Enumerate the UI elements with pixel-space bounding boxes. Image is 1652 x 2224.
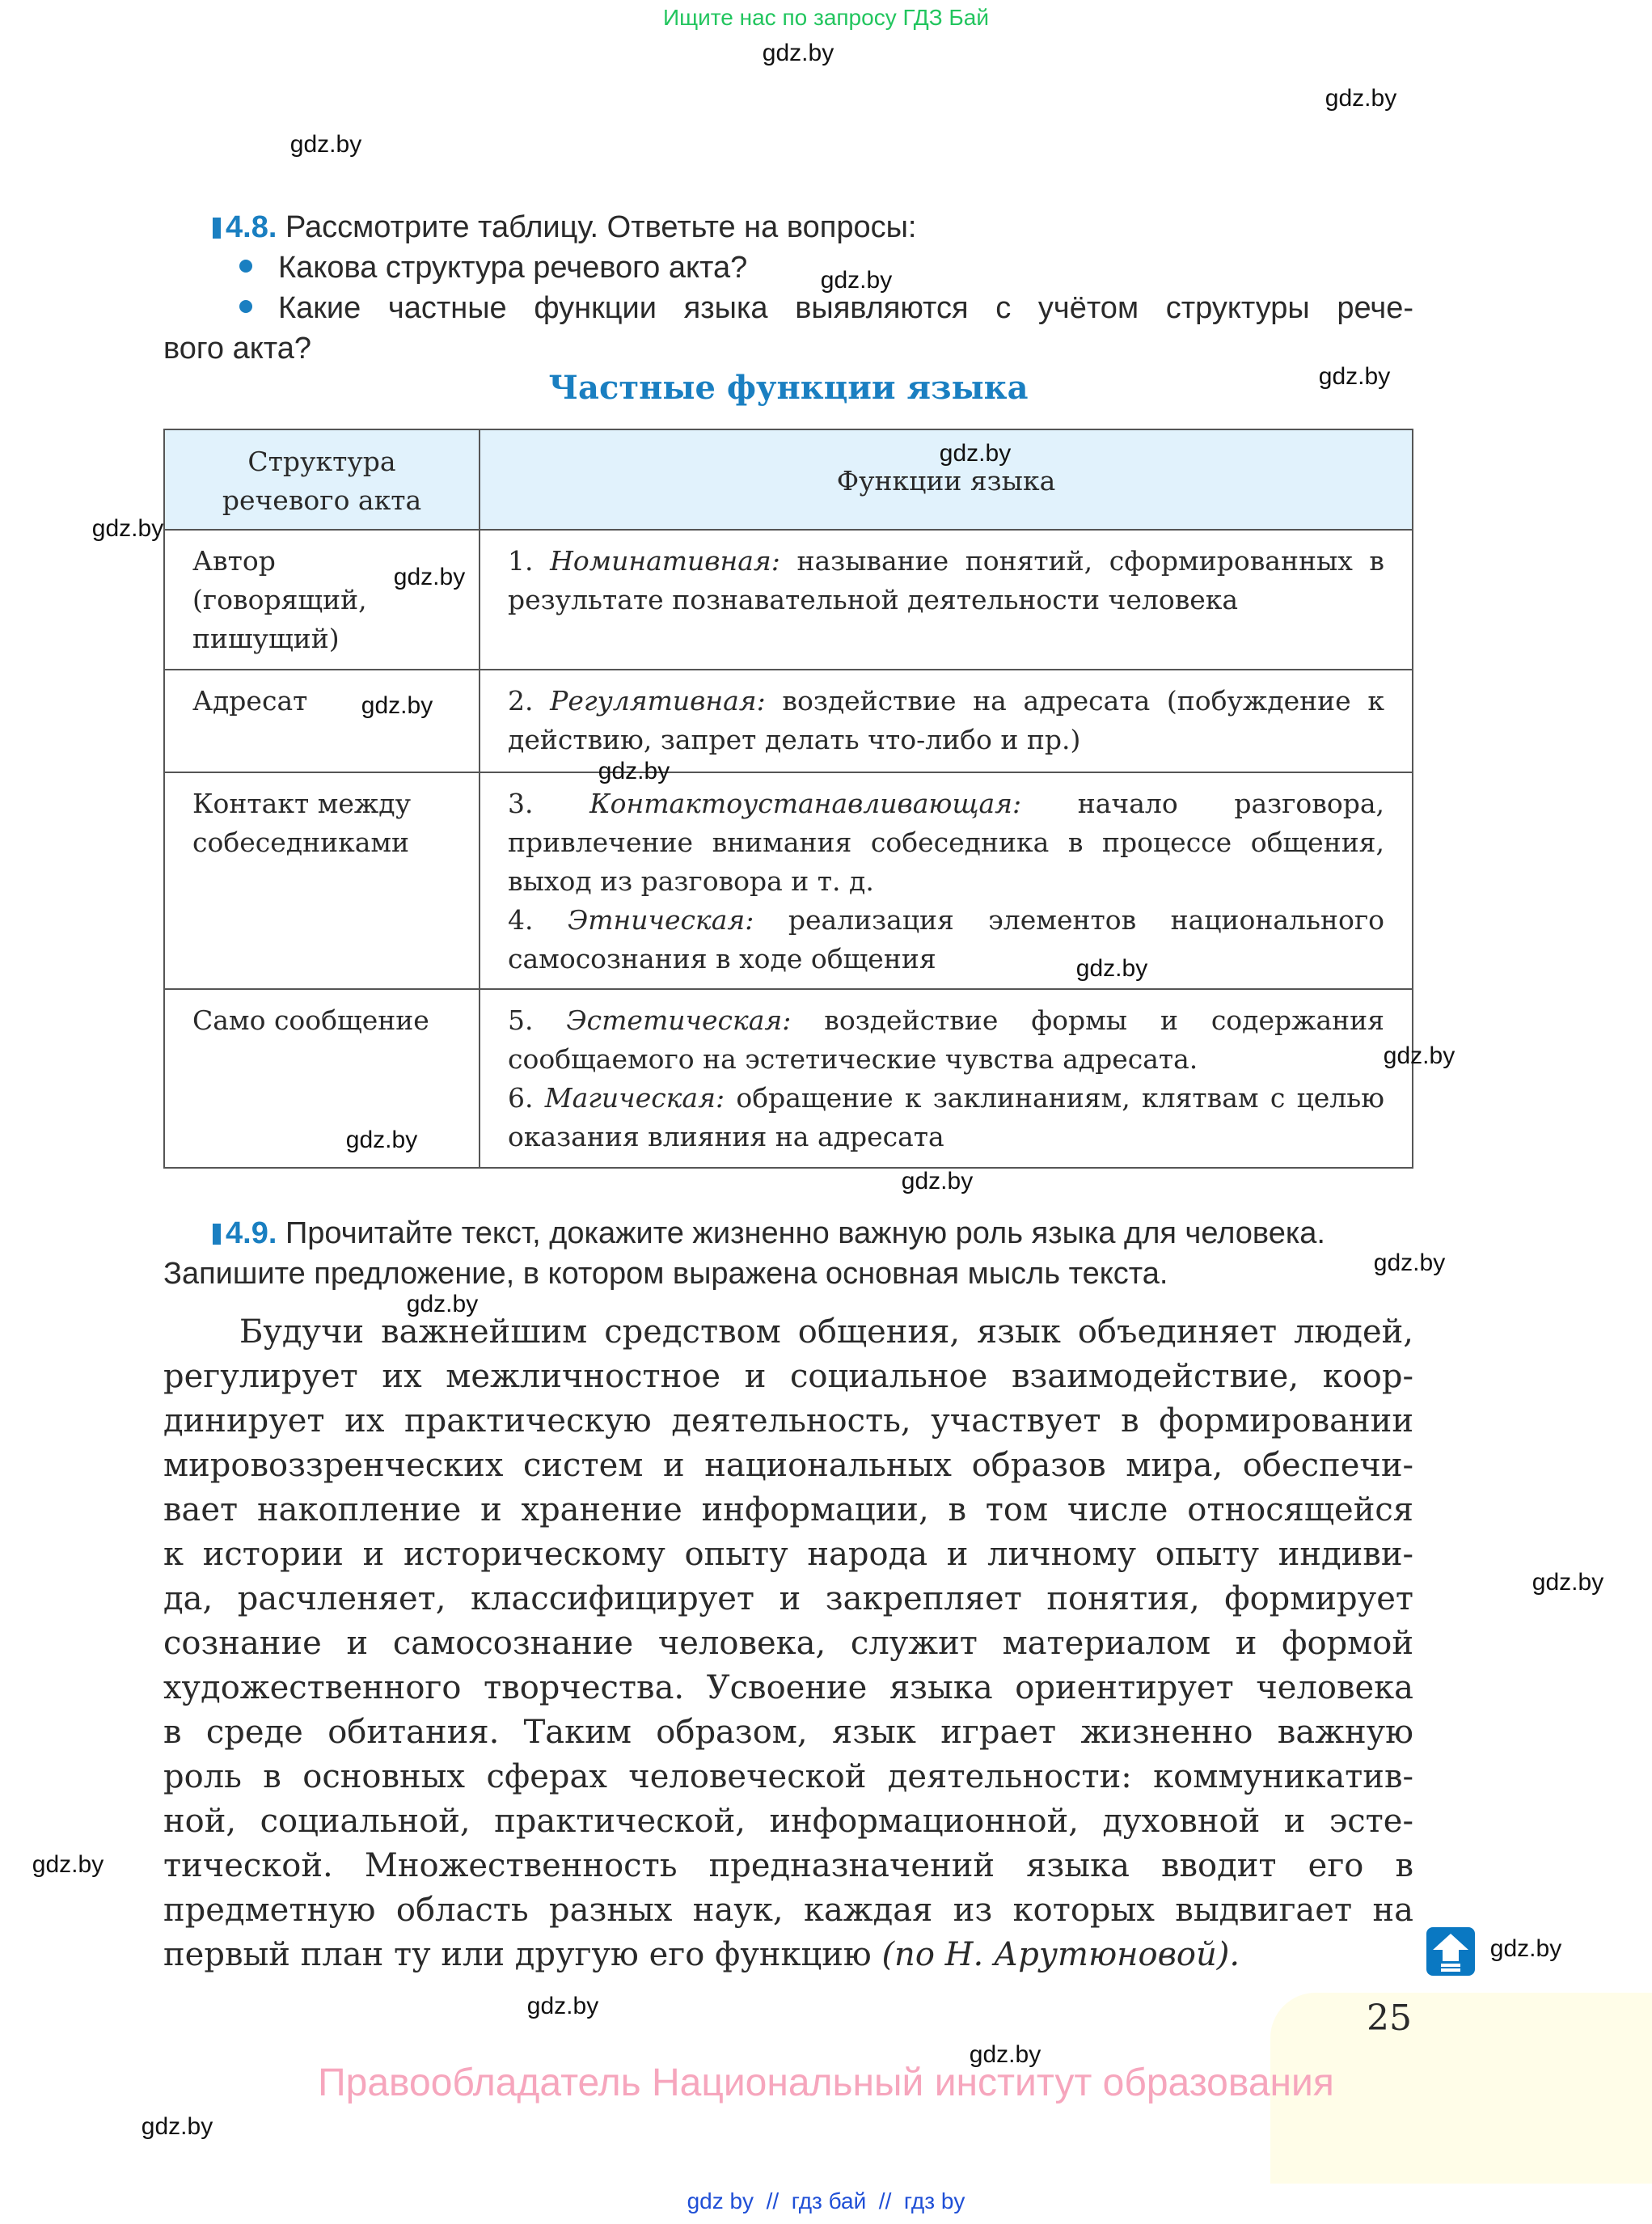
bottom-links[interactable]: gdz by // гдз бай // гдз by bbox=[687, 2188, 965, 2213]
watermark-text: gdz.by bbox=[406, 1291, 479, 1317]
body-line: динирует их практическую деятельность, участвует в формировании bbox=[163, 1402, 1413, 1440]
body-paragraph bbox=[163, 1310, 1413, 1977]
functions-cell bbox=[480, 530, 1413, 670]
function-name: Номинативная: bbox=[550, 545, 780, 577]
structure-cell: Адресат bbox=[164, 670, 480, 772]
watermark-text: gdz.by bbox=[1489, 1935, 1562, 1962]
body-line: к истории и историческому опыту народа и личному опыту индиви- bbox=[163, 1536, 1413, 1573]
table-row bbox=[164, 530, 1413, 670]
body-line: вает накопление и хранение информации, в том числе относящейся bbox=[163, 1491, 1413, 1528]
watermark-text: gdz.by bbox=[91, 515, 164, 542]
body-line: мировоззренческих систем и национальных образов мира, обеспечи- bbox=[163, 1447, 1413, 1484]
watermark-text: gdz.by bbox=[969, 2041, 1041, 2068]
task-text: Рассмотрите таблицу. Ответьте на вопросы: bbox=[285, 210, 917, 244]
body-line: предметную область разных наук, каждая из которых выдвигает на bbox=[163, 1892, 1413, 1929]
question-text: Какие частные функции языка выявляются с учётом структуры рече- bbox=[278, 291, 1413, 325]
search-hint: Ищите нас по запросу ГДЗ Бай bbox=[662, 5, 990, 30]
function-item bbox=[508, 542, 1384, 619]
watermark-text: gdz.by bbox=[1075, 955, 1148, 982]
function-description: обращение к заклинаниям, клятвам с целью оказания влияния на адресата bbox=[508, 1082, 1384, 1152]
bullet-icon bbox=[239, 260, 252, 273]
table-title: Частные функции языка bbox=[548, 369, 1029, 407]
watermark-text: gdz.by bbox=[1373, 1249, 1446, 1276]
watermark-text: gdz.by bbox=[1325, 85, 1397, 112]
text-source: (по Н. Арутюновой). bbox=[881, 1936, 1240, 1973]
watermark-text: gdz.by bbox=[1318, 363, 1391, 390]
watermark-text: gdz.by bbox=[1532, 1569, 1604, 1596]
function-description: реализация элементов национального самосознания в ходе общения bbox=[508, 904, 1385, 975]
watermark-text: gdz.by bbox=[820, 267, 893, 294]
function-item bbox=[508, 1079, 1384, 1156]
watermark-text: gdz.by bbox=[345, 1127, 418, 1153]
function-description: называние понятий, сформированных в результате познавательной деятельности человека bbox=[508, 545, 1384, 615]
watermark-text: gdz.by bbox=[939, 440, 1012, 467]
question-2 bbox=[239, 288, 1413, 328]
structure-cell: Автор (говорящий, пишущий) bbox=[164, 530, 480, 670]
body-line: роль в основных сферах человеческой деятельности: коммуникатив- bbox=[163, 1758, 1413, 1795]
watermark-text: gdz.by bbox=[526, 1993, 599, 2019]
functions-cell bbox=[480, 772, 1413, 989]
question-2-cont: вого акта? bbox=[163, 332, 312, 366]
page-number: 25 bbox=[1367, 1998, 1412, 2039]
function-name: Контактоустанавливающая: bbox=[589, 788, 1022, 819]
body-line: регулирует их межличностное и социальное взаимодействие, коор- bbox=[163, 1358, 1413, 1395]
body-line: ной, социальной, практической, информационной, духовной и эсте- bbox=[163, 1803, 1413, 1840]
watermark-text: gdz.by bbox=[141, 2113, 213, 2140]
function-description: воздействие на адресата (побуждение к действию, запрет делать что-либо и пр.) bbox=[508, 685, 1384, 755]
task-number: 4.9. bbox=[226, 1216, 277, 1250]
arrow-up-icon bbox=[207, 1216, 226, 1250]
function-name: Эстетическая: bbox=[566, 1004, 792, 1036]
task-number: 4.8. bbox=[226, 210, 277, 244]
function-number: 4. bbox=[508, 904, 534, 936]
functions-cell bbox=[480, 989, 1413, 1168]
watermark-text: gdz.by bbox=[901, 1168, 974, 1194]
body-line: Будучи важнейшим средством общения, язык объединяет людей, bbox=[239, 1313, 1413, 1351]
function-item bbox=[508, 784, 1384, 901]
arrow-up-icon bbox=[207, 210, 226, 244]
task-4-8-heading bbox=[207, 207, 916, 247]
watermark-text: gdz.by bbox=[32, 1851, 104, 1878]
function-number: 3. bbox=[508, 788, 534, 819]
watermark-text: gdz.by bbox=[1383, 1042, 1456, 1069]
table-row bbox=[164, 670, 1413, 772]
watermark-text: gdz.by bbox=[762, 40, 834, 66]
function-number: 1. bbox=[508, 545, 534, 577]
functions-table bbox=[163, 429, 1413, 1169]
function-item bbox=[508, 1001, 1384, 1079]
structure-cell: Контакт между собеседниками bbox=[164, 772, 480, 989]
body-line: художественного творчества. Усвоение языка ориентирует человека bbox=[163, 1669, 1413, 1706]
question-1 bbox=[239, 247, 747, 288]
function-description: воздействие формы и содержания сообщаемого на эстетические чувства адресата. bbox=[508, 1004, 1384, 1075]
body-line-text: первый план ту или другую его функцию bbox=[163, 1936, 872, 1973]
body-line bbox=[163, 1933, 1413, 1977]
function-name: Магическая: bbox=[544, 1082, 725, 1114]
function-number: 2. bbox=[508, 685, 534, 717]
watermark-text: gdz.by bbox=[393, 564, 466, 590]
structure-cell: Само сообщение bbox=[164, 989, 480, 1168]
rights-holder: Правообладатель Национальный институт образования bbox=[318, 2061, 1334, 2104]
header-structure: Структура речевого акта bbox=[164, 429, 480, 530]
watermark-text: gdz.by bbox=[598, 758, 670, 784]
task-4-9-heading bbox=[207, 1213, 1325, 1254]
task-text: Прочитайте текст, докажите жизненно важную роль языка для человека. bbox=[285, 1216, 1325, 1250]
functions-cell bbox=[480, 670, 1413, 772]
function-item bbox=[508, 901, 1384, 979]
question-text: Какова структура речевого акта? bbox=[278, 251, 748, 285]
table-row bbox=[164, 989, 1413, 1168]
home-arrow-icon[interactable] bbox=[1426, 1927, 1475, 1976]
body-line: сознание и самосознание человека, служит материалом и формой bbox=[163, 1625, 1413, 1662]
body-line: да, расчленяет, классифицирует и закрепляет понятия, формирует bbox=[163, 1580, 1413, 1617]
function-item bbox=[508, 682, 1384, 759]
body-line: в среде обитания. Таким образом, язык играет жизненно важную bbox=[163, 1714, 1413, 1751]
header-functions: Функции языка bbox=[480, 429, 1413, 530]
watermark-text: gdz.by bbox=[361, 692, 433, 719]
watermark-text: gdz.by bbox=[289, 131, 362, 158]
function-name: Этническая: bbox=[567, 904, 754, 936]
function-name: Регулятивная: bbox=[550, 685, 766, 717]
function-description: начало разговора, привлечение внимания собеседника в процессе общения, выход из разговора и т. д. bbox=[508, 788, 1385, 897]
function-number: 5. bbox=[508, 1004, 534, 1036]
function-number: 6. bbox=[508, 1082, 534, 1114]
body-line: тической. Множественность предназначений языка вводит его в bbox=[163, 1847, 1413, 1884]
table-row bbox=[164, 772, 1413, 989]
bullet-icon bbox=[239, 300, 252, 313]
task-4-9-line2: Запишите предложение, в котором выражена основная мысль текста. bbox=[163, 1257, 1168, 1291]
